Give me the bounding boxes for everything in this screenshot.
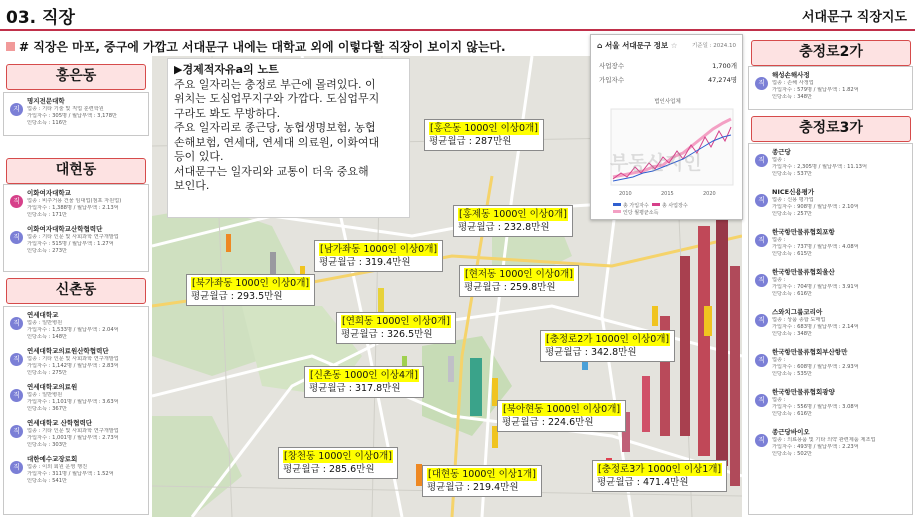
subtitle-text: # 직장은 마포, 중구에 가깝고 서대문구 내에는 대학교 외에 이렇다할 직장이 보이지 않는다. — [19, 40, 506, 54]
region-title-hongeun: 홍은동 — [6, 64, 146, 90]
company-income: 인당소득 : 502만 — [772, 451, 813, 457]
region-title-chungjeongro3: 충정로3가 — [751, 116, 911, 142]
callout-title: [북아현동 1000인 이상0개] — [503, 404, 621, 415]
list-item[interactable] — [752, 428, 909, 458]
company-name: 대한예수교장로회 — [27, 455, 78, 463]
legend-swatch — [652, 203, 660, 206]
callout-value: 평균월급 : 317.8만원 — [309, 383, 401, 394]
company-subscribers: 가입자수 : 683명 / 월납부액 : 2.14억 — [772, 324, 859, 330]
popup-row-value: 1,700개 — [712, 62, 737, 70]
callout-title: [북가좌동 1000인 이상0개] — [192, 278, 310, 289]
company-subscribers: 가입자수 : 1,533명 / 월납부액 : 2.04억 — [27, 327, 119, 333]
company-subscribers: 가입자수 : 311명 / 월납부액 : 1.52억 — [27, 471, 114, 477]
list-item[interactable] — [752, 308, 909, 338]
author-note — [167, 58, 410, 218]
company-industry: 업종 : 신용 평가업 — [772, 197, 814, 203]
region-card-sinchon — [3, 306, 149, 515]
callout-yeonhui[interactable] — [336, 312, 456, 344]
page-title: 03. 직장 — [6, 8, 75, 28]
note-line: 등이 있다. — [174, 150, 224, 163]
company-industry: 업종 : 비주거용 건물 임대업(점포 자원업) — [27, 198, 122, 204]
company-name: 한국항만물류협회광양 — [772, 388, 835, 396]
callout-value: 평균월급 : 285.6만원 — [283, 464, 375, 475]
company-icon: 지 — [10, 103, 23, 116]
header-rule — [0, 29, 915, 31]
company-income: 인당소득 : 537만 — [772, 171, 813, 177]
list-item[interactable] — [752, 348, 909, 378]
company-industry: 업종 : — [772, 157, 786, 163]
region-title-chungjeongro2: 충정로2가 — [751, 40, 911, 66]
company-name: 종근당바이오 — [772, 428, 810, 436]
company-name: 연세대학교 산학협력단 — [27, 419, 93, 427]
x-tick-label: 2015 — [661, 191, 674, 197]
note-line: 손해보험, 연세대, 연세대 의료원, 이화여대 — [174, 135, 380, 149]
note-title: ▶경제적자유a의 노트 — [174, 63, 279, 76]
company-icon: 직 — [755, 274, 768, 287]
callout-title: [신촌동 1000인 이상4개] — [310, 370, 418, 381]
company-subscribers: 가입자수 : 2,305명 / 월납부액 : 11.13억 — [772, 164, 867, 170]
bullet-square-icon — [6, 42, 15, 51]
callout-value: 평균월급 : 224.6만원 — [502, 417, 594, 428]
popup-row-value: 47,274명 — [707, 76, 737, 84]
page-header — [0, 0, 915, 30]
callout-value: 평균월급 : 287만원 — [429, 136, 512, 147]
callout-value: 평균월급 : 319.4만원 — [319, 257, 411, 268]
page-subtitle — [6, 38, 506, 55]
x-tick-label: 2020 — [703, 191, 716, 197]
district-info-popup[interactable] — [590, 34, 743, 220]
company-name: 한국항만물류협회부산항만 — [772, 348, 848, 356]
callout-title: [충정로3가 1000인 이상1개] — [598, 464, 722, 475]
legend-swatch — [613, 203, 621, 206]
company-industry: 업종 : — [772, 277, 786, 283]
company-name: 명지전문대학 — [27, 97, 65, 105]
company-industry: 업종 : 의료용품 및 기타 의약 관련제품 제조업 — [772, 437, 876, 443]
callout-value: 평균월급 : 471.4만원 — [597, 477, 689, 488]
company-name: NICE신용평가 — [772, 188, 815, 196]
popup-row-workplaces — [599, 61, 737, 70]
note-line: 주요 일자리로 종근당, 농협생명보험, 농협 — [174, 121, 376, 134]
callout-value: 평균월급 : 293.5만원 — [191, 291, 283, 302]
company-subscribers: 가입자수 : 608명 / 월납부액 : 2.93억 — [772, 364, 859, 370]
company-subscribers: 가입자수 : 737명 / 월납부액 : 4.08억 — [772, 244, 859, 250]
list-item[interactable] — [752, 188, 909, 218]
home-icon: ⌂ — [597, 41, 605, 50]
company-icon: 직 — [10, 317, 23, 330]
company-industry: 업종 : 손해 사정업 — [772, 80, 814, 86]
popup-title — [597, 40, 678, 51]
company-name: 한국항만물류협회울산 — [772, 268, 835, 276]
callout-hongje[interactable] — [453, 205, 573, 237]
company-industry: 업종 : 상품 종합 도매업 — [772, 317, 826, 323]
company-name: 종근당 — [772, 148, 791, 156]
company-income: 인당소득 : 615만 — [772, 251, 813, 257]
region-card-chungjeongro3 — [748, 143, 913, 515]
company-income: 인당소득 : 116만 — [27, 120, 68, 126]
company-income: 인당소득 : 275만 — [27, 370, 68, 376]
company-industry: 업종 : 이외 회원 운영 행진 — [27, 464, 88, 470]
callout-title: [홍은동 1000인 이상0개] — [430, 123, 538, 134]
callout-bugahyeon[interactable] — [497, 400, 626, 432]
callout-title: [대현동 1000인 이상1개] — [428, 469, 536, 480]
legend-label: 인당 월평균소득 — [623, 210, 659, 216]
company-income: 인당소득 : 348만 — [772, 331, 813, 337]
company-subscribers: 가입자수 : 704명 / 월납부액 : 3.91억 — [772, 284, 859, 290]
company-icon: 직 — [755, 194, 768, 207]
company-income: 인당소득 : 616만 — [772, 291, 813, 297]
list-item[interactable] — [752, 388, 909, 418]
company-subscribers: 가입자수 : 515명 / 월납부액 : 1.27억 — [27, 241, 114, 247]
company-industry: 업종 : — [772, 357, 786, 363]
company-icon: 직 — [755, 77, 768, 90]
region-card-daehyeon — [3, 184, 149, 272]
watermark: 부동산지인 — [610, 152, 702, 174]
company-industry: 업종 : — [772, 397, 786, 403]
popup-chart-legend — [613, 202, 688, 216]
callout-title: [충정로2가 1000인 이상0개] — [546, 334, 670, 345]
callout-value: 평균월급 : 232.8만원 — [458, 222, 550, 233]
callout-hyeonjeo[interactable] — [459, 265, 579, 297]
company-income: 인당소득 : 273만 — [27, 248, 68, 254]
note-line: 구라도 봐도 무방하다. — [174, 106, 281, 120]
company-name: 이화여자대학교산학협력단 — [27, 225, 103, 233]
popup-title-text: 서울 서대문구 정보 — [604, 41, 669, 50]
list-item[interactable] — [752, 148, 909, 178]
company-income: 인당소득 : 535만 — [772, 371, 813, 377]
callout-value: 평균월급 : 259.8만원 — [464, 282, 556, 293]
company-subscribers: 가입자수 : 305명 / 월납부액 : 3,178만 — [27, 113, 118, 119]
callout-title: [창천동 1000인 이상0개] — [284, 451, 392, 462]
list-item[interactable] — [7, 189, 145, 219]
callout-value: 평균월급 : 219.4만원 — [427, 482, 519, 493]
list-item[interactable] — [7, 225, 145, 255]
list-item[interactable] — [7, 455, 145, 485]
callout-sinchon[interactable] — [304, 366, 424, 398]
star-icon[interactable]: ☆ — [670, 41, 678, 50]
list-item[interactable] — [752, 268, 909, 298]
list-item[interactable] — [7, 383, 145, 413]
list-item[interactable] — [7, 311, 145, 341]
company-name: 한국항만물류협회포항 — [772, 228, 835, 236]
company-income: 인당소득 : 171만 — [27, 212, 68, 218]
callout-bukgajwa[interactable] — [186, 274, 315, 306]
callout-namgajwa[interactable] — [314, 240, 443, 272]
popup-row-subscribers — [599, 75, 737, 84]
company-industry: 업종 : — [772, 237, 786, 243]
region-title-sinchon: 신촌동 — [6, 278, 146, 304]
callout-daehyeon[interactable] — [422, 465, 542, 497]
company-industry: 업종 : 일반병원 — [27, 320, 63, 326]
popup-row-label: 사업장수 — [599, 62, 625, 70]
company-icon: 직 — [755, 354, 768, 367]
callout-hongeun[interactable] — [424, 119, 544, 151]
company-subscribers: 가입자수 : 556명 / 월납부액 : 3.08억 — [772, 404, 859, 410]
company-subscribers: 가입자수 : 1,388명 / 월납부액 : 2.13억 — [27, 205, 119, 211]
company-icon: 직 — [10, 231, 23, 244]
company-industry: 업종 : 기타 인문 및 사회과학 연구개발업 — [27, 356, 119, 362]
company-industry: 업종 : 기타 인문 및 사회과학 연구개발업 — [27, 234, 119, 240]
region-card-hongeun — [3, 92, 149, 136]
company-subscribers: 가입자수 : 1,101명 / 월납부액 : 3.63억 — [27, 399, 119, 405]
company-name: 이화여자대학교 — [27, 189, 71, 197]
note-line: 보인다. — [174, 179, 210, 192]
list-item[interactable] — [7, 419, 145, 449]
note-line: 위치는 도심업무지구와 가깝다. 도심업무지 — [174, 92, 380, 105]
list-item[interactable] — [7, 347, 145, 377]
list-item[interactable] — [752, 228, 909, 258]
company-icon: 직 — [10, 353, 23, 366]
company-income: 인당소득 : 303만 — [27, 442, 68, 448]
company-income: 인당소득 : 257만 — [772, 211, 813, 217]
callout-title: [남가좌동 1000인 이상0개] — [320, 244, 438, 255]
company-income: 인당소득 : 348만 — [772, 94, 813, 100]
company-icon: 직 — [755, 434, 768, 447]
company-income: 인당소득 : 367만 — [27, 406, 68, 412]
company-subscribers: 가입자수 : 493명 / 월납부액 : 2.23억 — [772, 444, 859, 450]
region-title-daehyeon: 대현동 — [6, 158, 146, 184]
note-line: 주요 일자리는 충정로 부근에 몰려있다. 이 — [174, 77, 376, 91]
company-income: 인당소득 : 541만 — [27, 478, 68, 484]
company-income: 인당소득 : 148만 — [27, 334, 68, 340]
callout-changcheon[interactable] — [278, 447, 398, 479]
company-name: 연세대학교의료원산학협력단 — [27, 347, 109, 355]
company-subscribers: 가입자수 : 908명 / 월납부액 : 2.10억 — [772, 204, 859, 210]
company-name: 연세대학교 — [27, 311, 59, 319]
company-subscribers: 가입자수 : 1,001명 / 월납부액 : 2.73억 — [27, 435, 119, 441]
company-name: 스와치그룹코리아 — [772, 308, 823, 316]
company-industry: 업종 : 기타 인문 및 사회과학 연구개발업 — [27, 428, 119, 434]
company-name: 해성손해사정 — [772, 71, 810, 79]
company-name: 연세대학교의료원 — [27, 383, 78, 391]
popup-date: 기준일 : 2024.10 — [691, 43, 736, 49]
x-tick-label: 2010 — [619, 191, 632, 197]
company-subscribers: 가입자수 : 579명 / 월납부액 : 1.82억 — [772, 87, 859, 93]
callout-chungjeongro2[interactable] — [540, 330, 675, 362]
legend-label: 총 가입자수 — [623, 203, 649, 209]
region-card-chungjeongro2 — [748, 66, 913, 110]
list-item[interactable] — [752, 71, 909, 101]
popup-row-label: 가입자수 — [599, 76, 625, 84]
note-line: 서대문구는 일자리와 교통이 더욱 중요해 — [174, 164, 369, 178]
legend-swatch — [613, 210, 621, 213]
company-icon: 직 — [10, 425, 23, 438]
company-icon: 직 — [755, 154, 768, 167]
page-right-title: 서대문구 직장지도 — [802, 10, 907, 25]
company-icon: 직 — [755, 394, 768, 407]
callout-value: 평균월급 : 342.8만원 — [545, 347, 637, 358]
company-subscribers: 가입자수 : 1,142명 / 월납부액 : 2.83억 — [27, 363, 119, 369]
popup-chart-title: 법인사업체 — [654, 99, 681, 105]
legend-label: 총 사업장수 — [661, 203, 688, 209]
company-income: 인당소득 : 616만 — [772, 411, 813, 417]
company-icon: 직 — [755, 314, 768, 327]
callout-title: [연희동 1000인 이상0개] — [342, 316, 450, 327]
company-icon: 직 — [10, 195, 23, 208]
company-icon: 직 — [10, 389, 23, 402]
list-item[interactable] — [7, 97, 145, 127]
callout-chungjeongro3[interactable] — [592, 460, 727, 492]
callout-value: 평균월급 : 326.5만원 — [341, 329, 433, 340]
company-industry: 업종 : 기타 기술 및 직업 훈련학원 — [27, 106, 104, 112]
company-industry: 업종 : 일반병원 — [27, 392, 63, 398]
company-icon: 직 — [10, 461, 23, 474]
company-icon: 직 — [755, 234, 768, 247]
callout-title: [홍제동 1000인 이상0개] — [459, 209, 567, 220]
callout-title: [현저동 1000인 이상0개] — [465, 269, 573, 280]
